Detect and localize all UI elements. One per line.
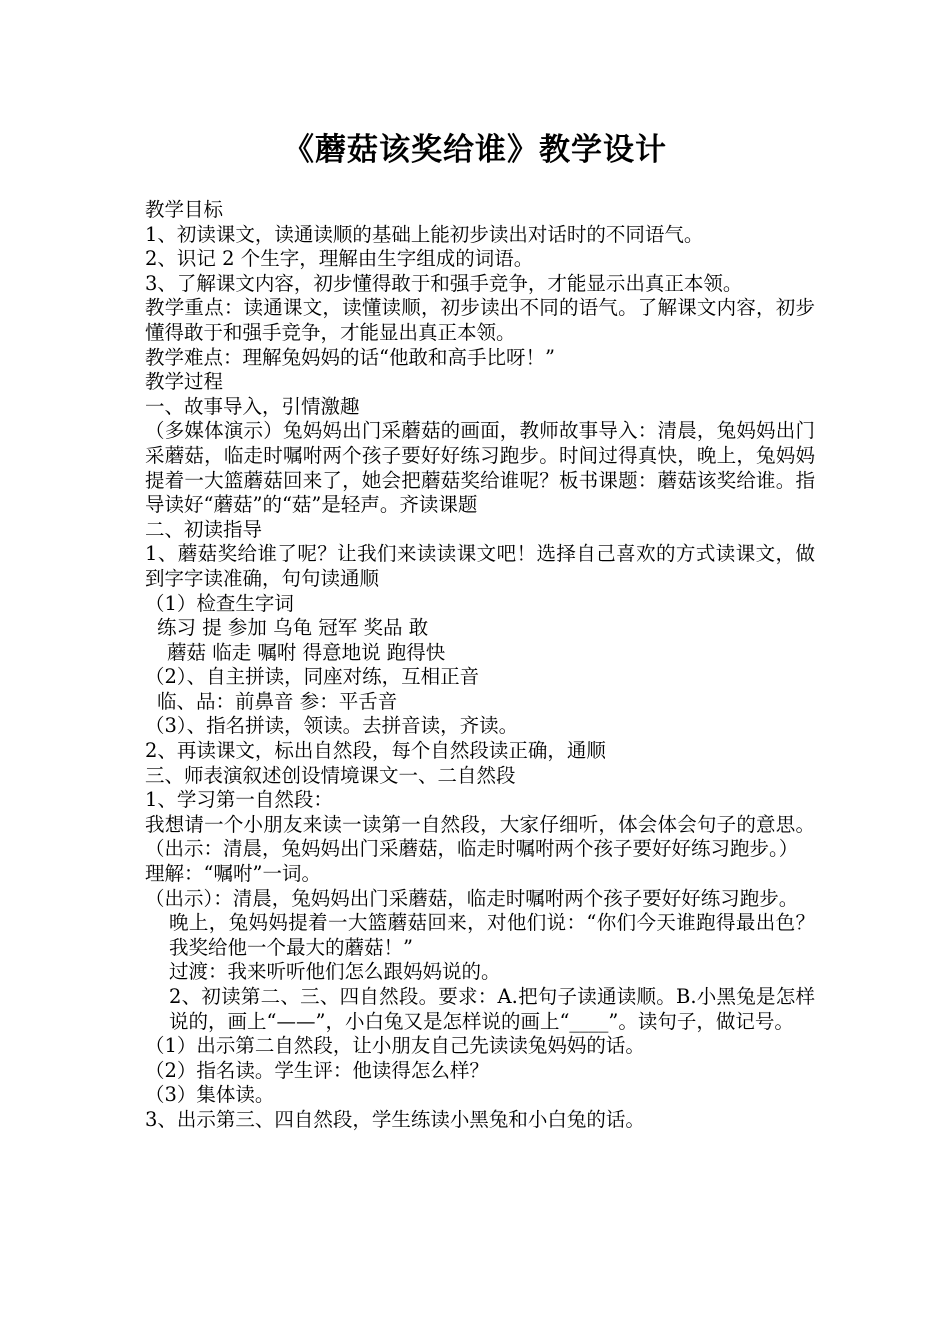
understand-word: 理解：“嘱咐”一词。 [145,862,321,886]
process-step-2-heading: 二、初读指导 [145,517,263,541]
group-reading-step: （3）、指名拼读，领读。去拼音读，齐读。 [145,714,519,738]
process-step-1-heading: 一、故事导入，引情激趣 [145,394,360,418]
self-reading-step: （2）、自主拼读，同座对练，互相正音 [145,665,480,689]
paragraph-1-text: 我想请一个小朋友来读一读第一自然段，大家仔细听，体会体会句子的意思。（出示：清晨，兔妈妈出门采蘑菇，临走时嘱咐两个孩子要好好练习跑步。） [145,812,815,861]
paragraph-3-4-reading: 3、出示第三、四自然段，学生练读小黑兔和小白兔的话。 [145,1107,645,1131]
document-title: 《蘑菇该奖给谁》教学设计 [283,132,667,168]
display-text: （出示）：清晨，兔妈妈出门采蘑菇，临走时嘱咐两个孩子要好好练习跑步。 [145,886,799,910]
evening-text: 晚上，兔妈妈提着一大篮蘑菇回来，对他们说：“你们今天谁跑得最出色？我奖给他一个最大的蘑菇！” [169,911,815,959]
goal-item-1: 1、初读课文，读通读顺的基础上能初步读出对话时的不同语气。 [145,222,704,246]
section-heading-goals: 教学目标 [145,198,224,221]
goal-item-3: 3、了解课文内容，初步懂得敢于和强手竞争，才能显示出真正本领。 [145,271,743,295]
paragraph-2-4-reading: 2、初读第二、三、四自然段。要求：A.把句子读通读顺。B.小黑兔是怎样说的，画上“——”，小白兔又是怎样说的画上“____”。读句子，做记号。 [169,985,815,1033]
vocab-row-2: 蘑菇 临走 嘱咐 得意地说 跑得快 [167,640,446,664]
check-vocab-heading: （1）检查生字词 [145,591,294,615]
section-heading-process: 教学过程 [145,370,224,394]
reading-step-1: （1）出示第二自然段，让小朋友自己先读读兔妈妈的话。 [145,1034,645,1058]
process-step-2-item-1: 1、蘑菇奖给谁了呢？让我们来读读课文吧！选择自己喜欢的方式读课文，做到字字读准确，句句读通顺 [145,542,815,590]
reading-step-2: （2）指名读。学生评：他读得怎么样？ [145,1058,489,1082]
process-step-3-heading: 三、师表演叙述创设情境课文一、二自然段 [145,763,516,787]
vocab-row-1: 练习 提 参加 乌龟 冠军 奖品 敢 [157,616,429,640]
teaching-difficulty: 教学难点：理解兔妈妈的话“他敢和高手比呀！” [145,345,555,369]
process-step-2-item-2: 2、再读课文，标出自然段，每个自然段读正确，通顺 [145,739,606,763]
paragraph-1-heading: 1、学习第一自然段： [145,788,333,812]
teaching-key-points: 教学重点：读通课文，读懂读顺，初步读出不同的语气。了解课文内容，初步懂得敢于和强手竞争，才能显出真正本领。 [145,296,815,344]
pronunciation-note: 临、品：前鼻音 参：平舌音 [157,689,398,713]
document-body [145,198,815,1133]
process-step-1-text: （多媒体演示）兔妈妈出门采蘑菇的画面，教师故事导入：清晨，兔妈妈出门采蘑菇，临走时嘱咐两个孩子要好好练习跑步。时间过得真快，晚上，兔妈妈提着一大篮蘑菇回来了，她会把蘑菇奖给谁呢？板书课题：蘑菇该奖给谁。指导读好“蘑菇”的“菇”是轻声。齐读课题 [145,419,815,517]
goal-item-2: 2、识记 2 个生字，理解由生字组成的词语。 [145,247,534,271]
transition-text: 过渡：我来听听他们怎么跟妈妈说的。 [169,960,501,984]
reading-step-3: （3）集体读。 [145,1083,275,1107]
